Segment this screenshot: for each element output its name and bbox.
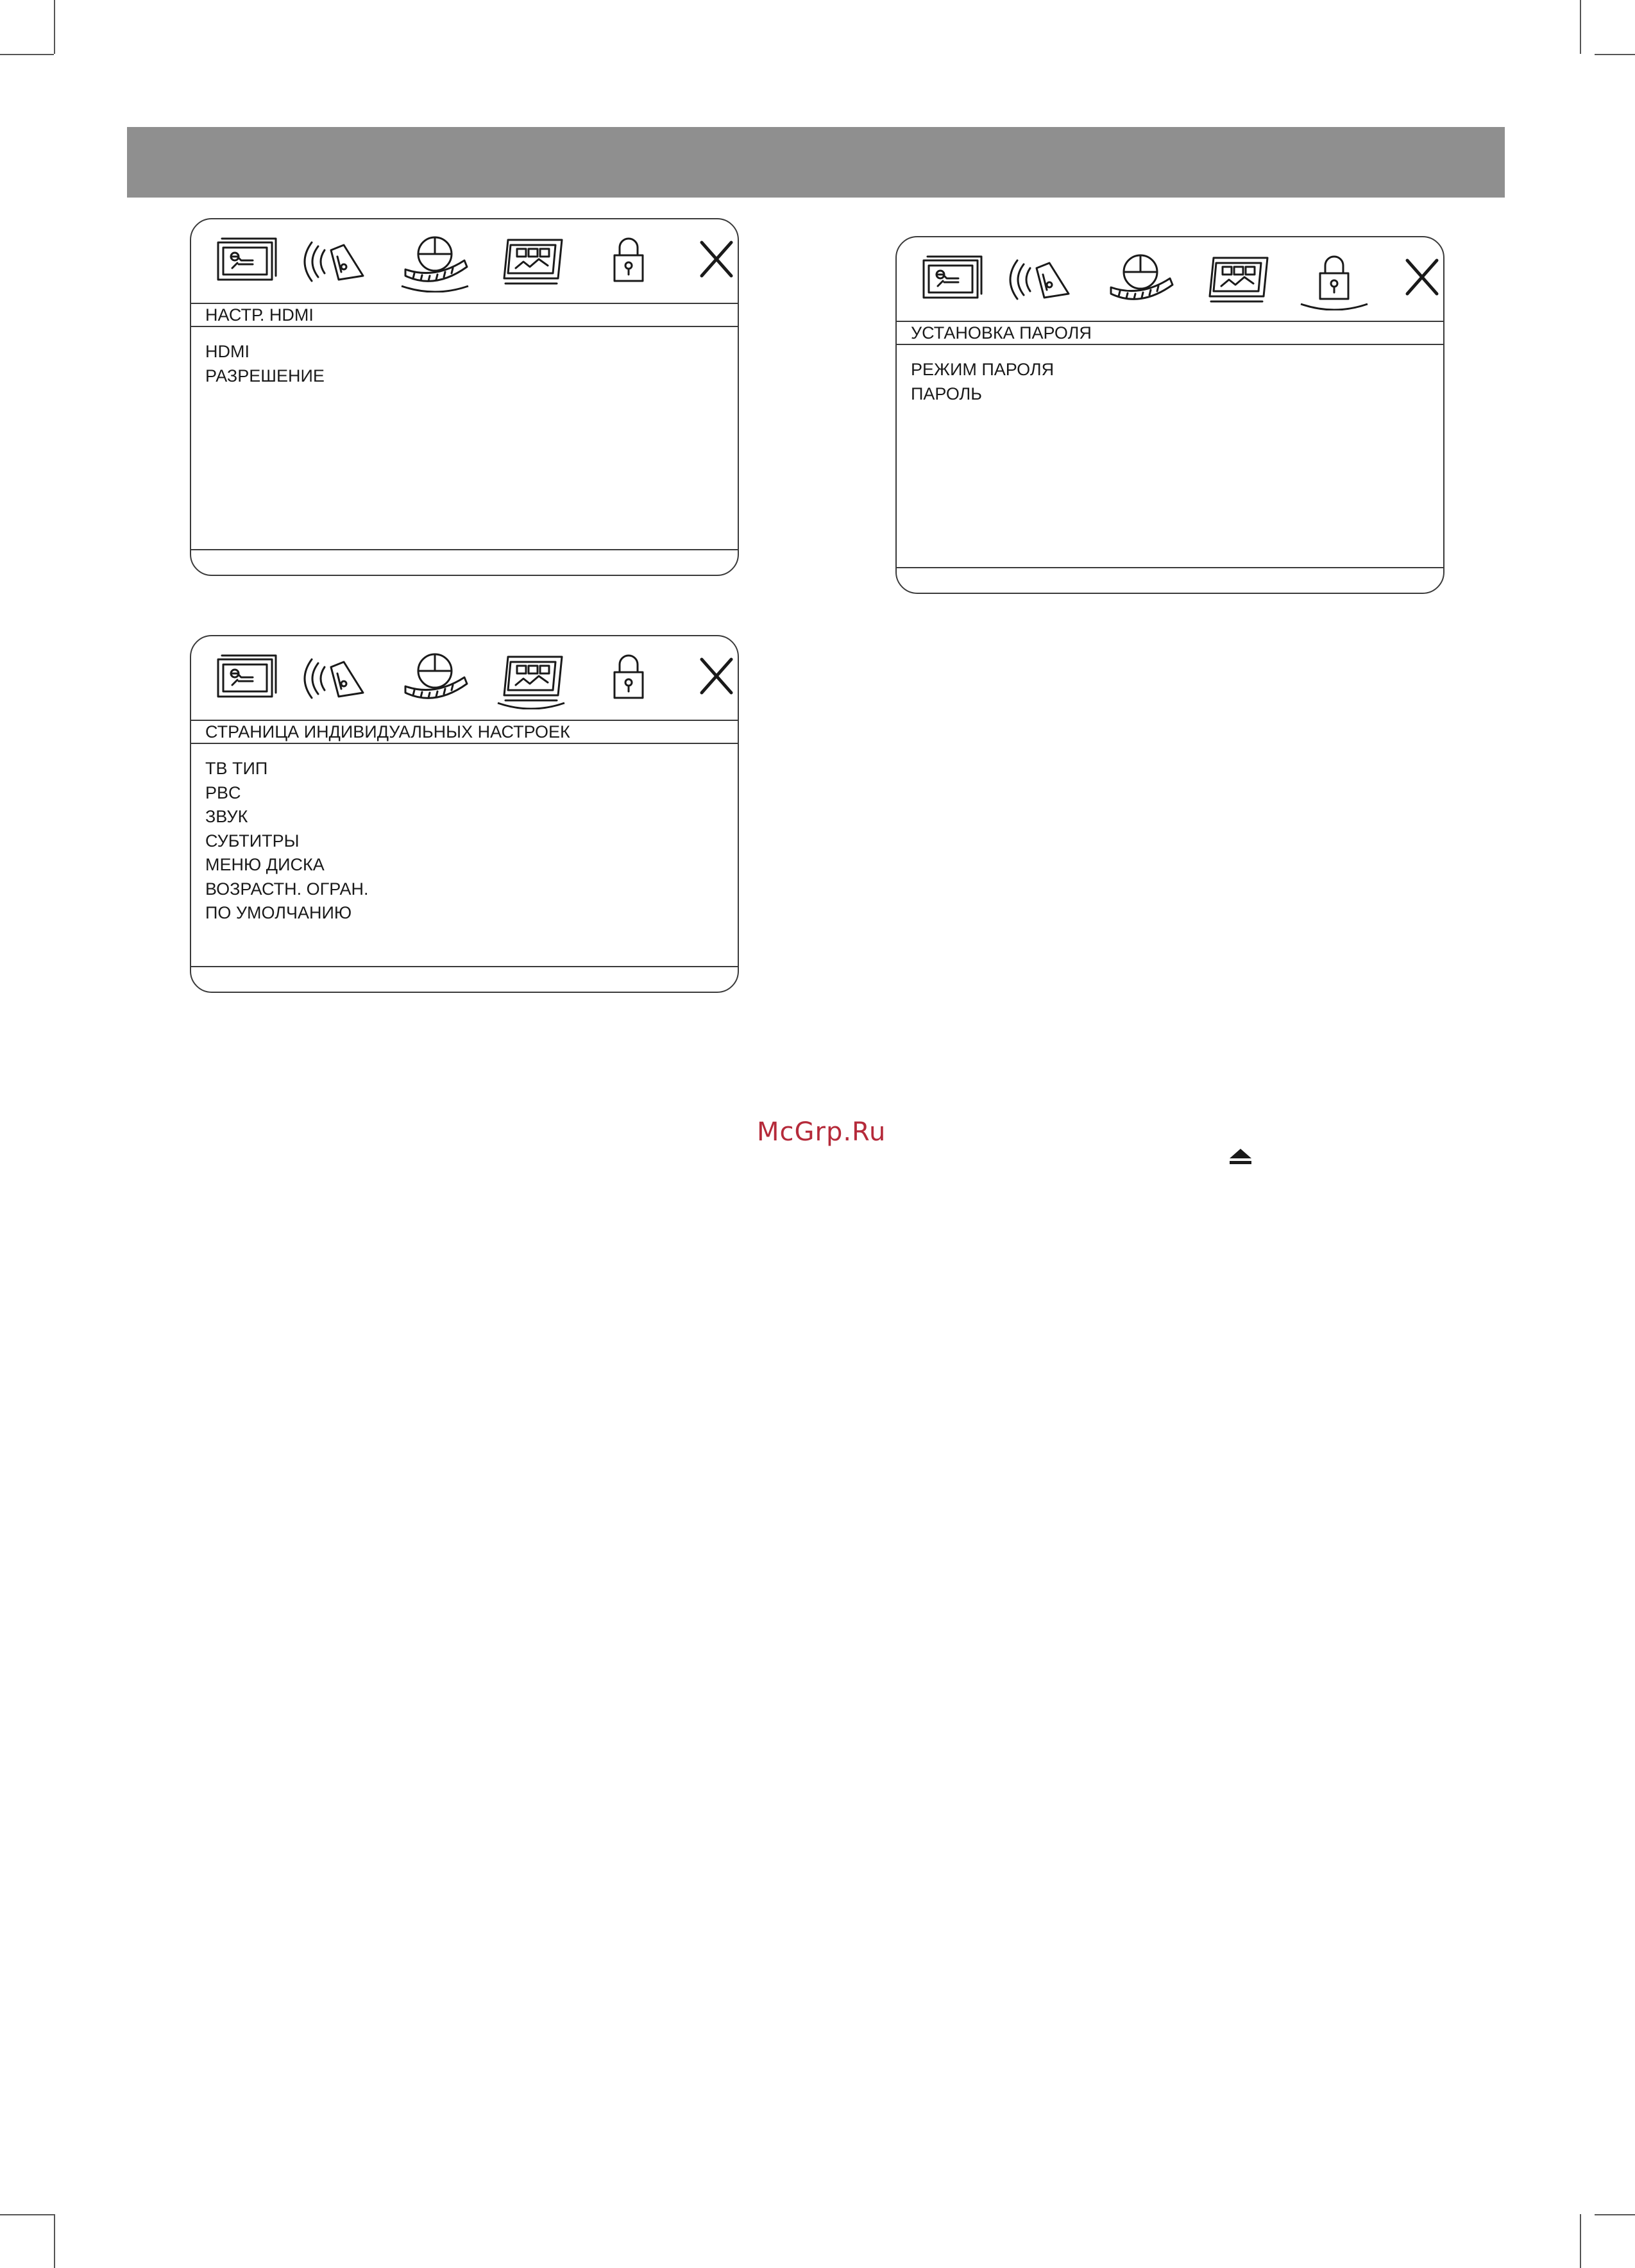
- menu-item[interactable]: HDMI: [205, 342, 250, 361]
- panel-title: СТРАНИЦА ИНДИВИДУАЛЬНЫХ НАСТРОЕК: [191, 720, 738, 744]
- menu-item[interactable]: СУБТИТРЫ: [205, 831, 300, 851]
- preference-setup-panel: [190, 635, 739, 993]
- eject-icon: [1228, 1147, 1253, 1166]
- preference-setup-icon[interactable]: [1198, 246, 1275, 310]
- preference-setup-icon[interactable]: [493, 228, 570, 292]
- menu-icon-bar: [191, 636, 738, 720]
- menu-item[interactable]: ТВ ТИП: [205, 759, 268, 778]
- menu-icon-bar: [191, 219, 738, 303]
- audio-setup-icon[interactable]: [1004, 246, 1081, 310]
- crop-mark: [1595, 2214, 1635, 2215]
- menu-item[interactable]: РЕЖИМ ПАРОЛЯ: [911, 360, 1055, 379]
- panel-footer-divider: [191, 966, 738, 967]
- crop-mark: [54, 2214, 55, 2268]
- general-setup-icon[interactable]: [207, 228, 284, 292]
- preference-setup-icon[interactable]: [493, 645, 570, 709]
- menu-item[interactable]: МЕНЮ ДИСКА: [205, 855, 325, 874]
- menu-item-list: [911, 358, 1054, 406]
- general-setup-icon[interactable]: [912, 246, 989, 310]
- panel-footer-divider: [897, 567, 1443, 568]
- crop-mark: [1580, 0, 1581, 54]
- crop-mark: [1595, 54, 1635, 55]
- exit-x-icon[interactable]: [677, 228, 739, 292]
- menu-icon-bar: [897, 237, 1443, 321]
- video-setup-icon[interactable]: [1102, 246, 1179, 310]
- password-lock-icon[interactable]: [590, 645, 667, 709]
- panel-footer-divider: [191, 549, 738, 550]
- menu-item[interactable]: ПО УМОЛЧАНИЮ: [205, 903, 352, 922]
- menu-item[interactable]: ВОЗРАСТН. ОГРАН.: [205, 879, 369, 899]
- exit-x-icon[interactable]: [1383, 246, 1444, 310]
- video-setup-icon[interactable]: [396, 645, 473, 709]
- hdmi-setup-panel: [190, 218, 739, 576]
- menu-item-list: [205, 757, 368, 926]
- password-lock-icon[interactable]: [1296, 246, 1373, 310]
- audio-setup-icon[interactable]: [299, 645, 376, 709]
- panel-title: УСТАНОВКА ПАРОЛЯ: [897, 321, 1443, 345]
- menu-item-list: [205, 340, 325, 388]
- panel-title: НАСТР. HDMI: [191, 303, 738, 327]
- password-setup-panel: [895, 236, 1444, 594]
- crop-mark: [0, 2214, 54, 2215]
- crop-mark: [0, 54, 54, 55]
- menu-item[interactable]: ЗВУК: [205, 807, 248, 826]
- watermark-text: McGrp.Ru: [757, 1117, 886, 1147]
- menu-item[interactable]: PBC: [205, 783, 241, 802]
- menu-item[interactable]: ПАРОЛЬ: [911, 384, 982, 403]
- section-header-bar: [127, 127, 1505, 198]
- exit-x-icon[interactable]: [677, 645, 739, 709]
- crop-mark: [1580, 2214, 1581, 2268]
- general-setup-icon[interactable]: [207, 645, 284, 709]
- menu-item[interactable]: РАЗРЕШЕНИЕ: [205, 366, 325, 385]
- audio-setup-icon[interactable]: [299, 228, 376, 292]
- crop-mark: [54, 0, 55, 54]
- password-lock-icon[interactable]: [590, 228, 667, 292]
- video-setup-icon[interactable]: [396, 228, 473, 292]
